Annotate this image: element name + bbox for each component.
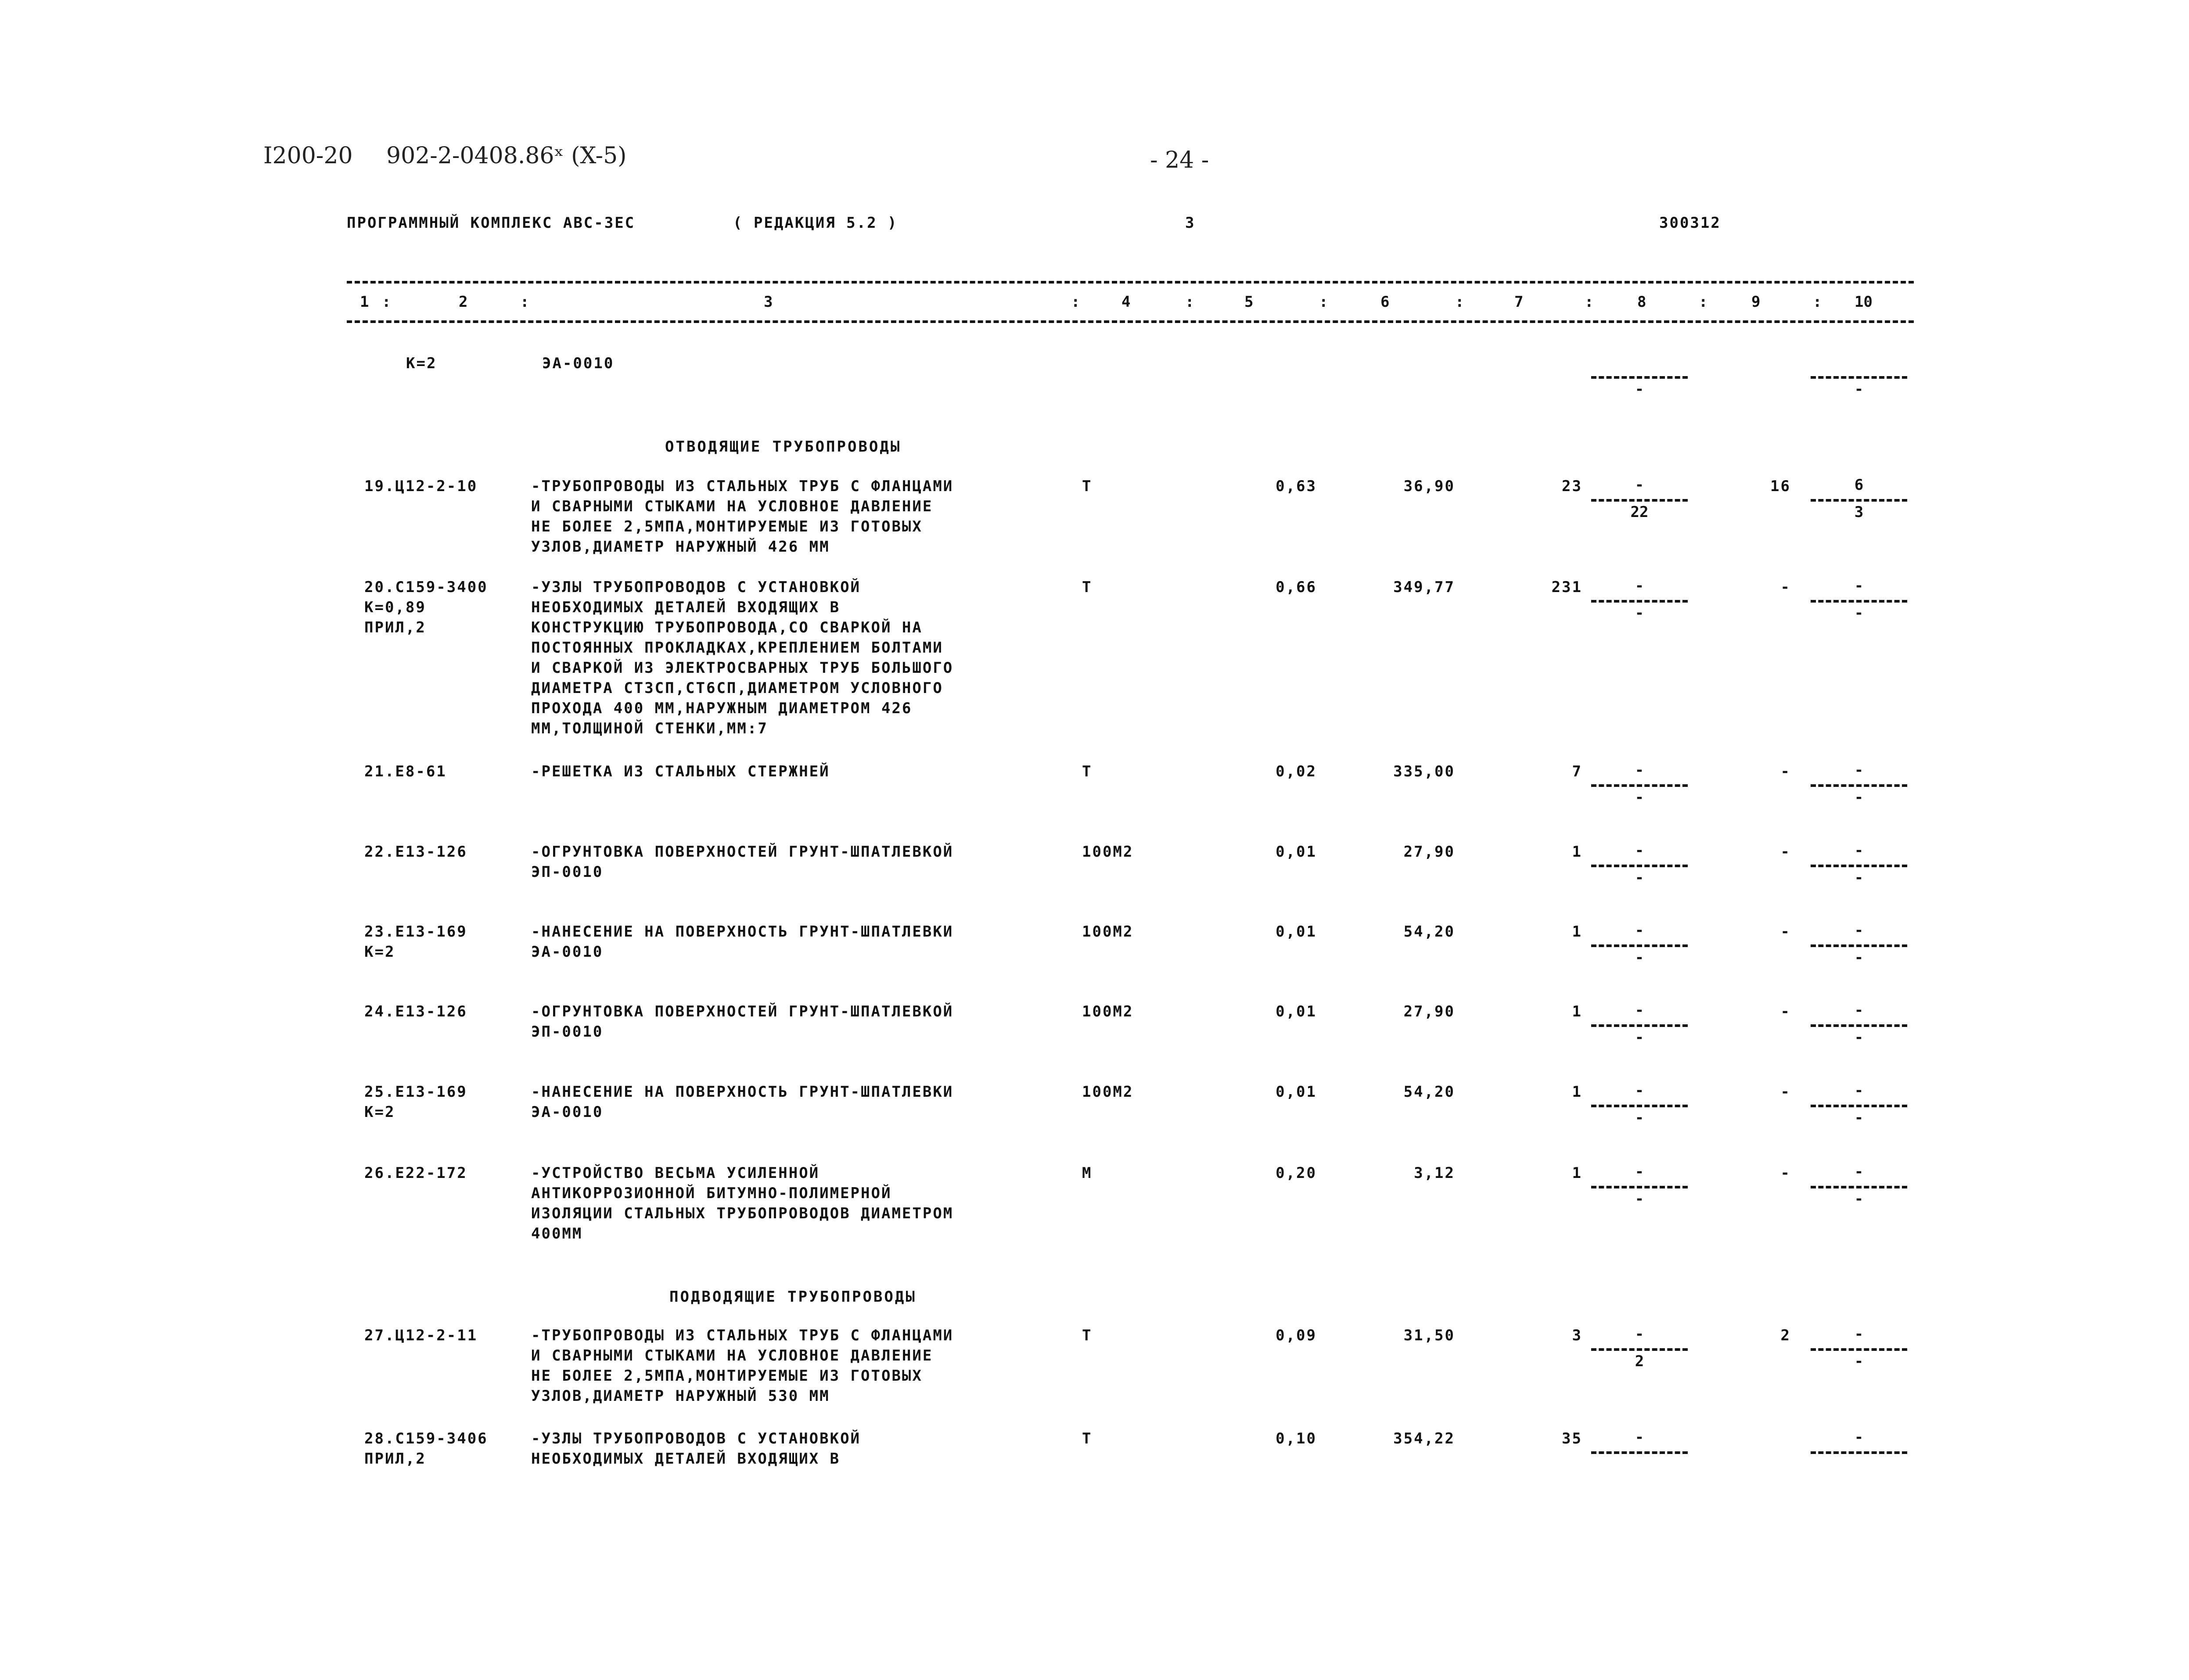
top-item-code: К=2 xyxy=(406,355,437,372)
row-description: -УЗЛЫ ТРУБОПРОВОДОВ С УСТАНОВКОЙ НЕОБХОДИМЫХ ДЕТАЛЕЙ ВХОДЯЩИХ В КОНСТРУКЦИЮ ТРУБОПРОВОДА,СО СВАРКОЙ НА ПОСТОЯННЫХ ПРОКЛАДКАХ,КРЕПЛЕНИЕМ БОЛТАМИ И СВАРКОЙ ИЗ ЭЛЕКТРОСВАРНЫХ ТРУБ БОЛЬШОГО ДИАМЕТРА СТ3СП,СТ6СП,ДИАМЕТРОМ УСЛОВНОГО ПРОХОДА 400 ММ,НАРУЖНЫМ ДИАМЕТРОМ 426 ММ,ТОЛЩИНОЙ СТЕНКИ,ММ:7 xyxy=(531,578,954,737)
row-col7: 23 xyxy=(1562,477,1582,495)
fraction-numerator: - xyxy=(1635,1082,1644,1099)
fraction-denominator: - xyxy=(1854,869,1864,887)
row-code: 21.Е8-61 xyxy=(364,763,447,780)
top-item-col8 xyxy=(1591,353,1688,402)
row-col8-fraction xyxy=(1591,1002,1688,1050)
row-unit-price: 27,90 xyxy=(1403,1003,1455,1020)
section-title-outlet: ОТВОДЯЩИЕ ТРУБОПРОВОДЫ xyxy=(665,438,902,456)
fraction-numerator: - xyxy=(1854,577,1864,595)
row-code: 22.Е13-126 xyxy=(364,843,467,861)
row-col8-fraction xyxy=(1591,1429,1688,1477)
column-separator: : xyxy=(1585,293,1594,311)
fraction-numerator: - xyxy=(1635,1325,1644,1343)
row-code: 24.Е13-126 xyxy=(364,1003,467,1020)
column-number: 10 xyxy=(1855,293,1873,311)
row-col10-fraction xyxy=(1811,476,1907,524)
fraction-line xyxy=(1811,1186,1907,1188)
fraction-numerator: - xyxy=(1635,1163,1644,1181)
row-col9: - xyxy=(1780,1164,1791,1182)
row-quantity: 0,10 xyxy=(1276,1430,1317,1447)
row-code: 25.Е13-169 К=2 xyxy=(364,1083,467,1121)
row-col8-fraction xyxy=(1591,577,1688,625)
fraction-line xyxy=(1811,784,1907,787)
row-code: 27.Ц12-2-11 xyxy=(364,1327,478,1344)
fraction-line xyxy=(1811,376,1907,379)
row-col7: 3 xyxy=(1572,1327,1582,1344)
row-description: -УСТРОЙСТВО ВЕСЬМА УСИЛЕННОЙ АНТИКОРРОЗИОННОЙ БИТУМНО-ПОЛИМЕРНОЙ ИЗОЛЯЦИИ СТАЛЬНЫХ ТРУБОПРОВОДОВ ДИАМЕТРОМ 400ММ xyxy=(531,1164,954,1242)
document-code: 902-2-0408.86ˣ (X-5) xyxy=(386,143,627,169)
row-unit: М xyxy=(1082,1164,1093,1182)
row-col8-fraction xyxy=(1591,761,1688,810)
row-code: 19.Ц12-2-10 xyxy=(364,477,478,495)
fraction-denominator: - xyxy=(1854,1190,1864,1208)
row-unit-price: 36,90 xyxy=(1403,477,1455,495)
row-col9: - xyxy=(1780,923,1791,941)
row-col8-fraction xyxy=(1591,1163,1688,1211)
row-col7: 1 xyxy=(1572,923,1582,941)
fraction-denominator: 22 xyxy=(1630,503,1649,521)
column-separator: : xyxy=(1319,293,1328,311)
row-col10-fraction xyxy=(1811,1325,1907,1374)
fraction-line xyxy=(1591,944,1688,947)
fraction-numerator: - xyxy=(1854,1429,1864,1446)
top-item-col10 xyxy=(1811,353,1907,402)
row-col8-fraction xyxy=(1591,922,1688,970)
fraction-denominator: - xyxy=(1854,1029,1864,1046)
column-separator: : xyxy=(1699,293,1708,311)
row-col10-fraction xyxy=(1811,1163,1907,1211)
column-number: 6 xyxy=(1380,293,1390,311)
fraction-line xyxy=(1591,1024,1688,1027)
row-col10-fraction xyxy=(1811,1082,1907,1130)
row-quantity: 0,01 xyxy=(1276,923,1317,941)
row-col10-fraction xyxy=(1811,922,1907,970)
fraction-denominator: - xyxy=(1635,604,1644,622)
row-unit: 100М2 xyxy=(1082,1083,1134,1101)
fraction-line xyxy=(1811,1105,1907,1107)
row-col7: 1 xyxy=(1572,1003,1582,1020)
row-quantity: 0,01 xyxy=(1276,1083,1317,1101)
fraction-line xyxy=(1591,1348,1688,1351)
fraction-denominator: - xyxy=(1635,789,1644,806)
fraction-denominator: - xyxy=(1635,381,1644,398)
fraction-numerator: - xyxy=(1635,577,1644,595)
row-col8-fraction xyxy=(1591,842,1688,890)
row-col7: 1 xyxy=(1572,843,1582,861)
column-number: 1 xyxy=(360,293,369,311)
row-col7: 1 xyxy=(1572,1164,1582,1182)
column-separator: : xyxy=(520,293,529,311)
column-number: 2 xyxy=(459,293,468,311)
row-col9: - xyxy=(1780,1083,1791,1101)
fraction-line xyxy=(1811,499,1907,502)
row-unit: Т xyxy=(1082,1327,1093,1344)
fraction-line xyxy=(1591,1186,1688,1188)
fraction-numerator: - xyxy=(1635,476,1644,494)
row-col7: 35 xyxy=(1562,1430,1582,1447)
fraction-denominator: - xyxy=(1854,789,1864,806)
fraction-numerator: - xyxy=(1854,1325,1864,1343)
column-separator: : xyxy=(1071,293,1080,311)
fraction-numerator: - xyxy=(1854,842,1864,859)
row-quantity: 0,01 xyxy=(1276,843,1317,861)
fraction-line xyxy=(1811,1024,1907,1027)
fraction-line xyxy=(1811,1451,1907,1454)
fraction-line xyxy=(1591,376,1688,379)
row-col8-fraction xyxy=(1591,476,1688,524)
fraction-denominator: - xyxy=(1635,1190,1644,1208)
row-col9: 2 xyxy=(1780,1327,1791,1344)
fraction-numerator: - xyxy=(1854,1002,1864,1019)
fraction-numerator: - xyxy=(1635,842,1644,859)
fraction-denominator: - xyxy=(1635,869,1644,887)
row-description: -ТРУБОПРОВОДЫ ИЗ СТАЛЬНЫХ ТРУБ С ФЛАНЦАМИ И СВАРНЫМИ СТЫКАМИ НА УСЛОВНОЕ ДАВЛЕНИЕ НЕ БОЛЕЕ 2,5МПА,МОНТИРУЕМЫЕ ИЗ ГОТОВЫХ УЗЛОВ,ДИАМЕТР НАРУЖНЫЙ 426 ММ xyxy=(531,477,954,556)
column-number: 9 xyxy=(1751,293,1761,311)
row-unit: 100М2 xyxy=(1082,843,1134,861)
column-number: 7 xyxy=(1514,293,1524,311)
row-col9: - xyxy=(1780,763,1791,780)
fraction-line xyxy=(1591,784,1688,787)
fraction-line xyxy=(1811,1348,1907,1351)
row-col10-fraction xyxy=(1811,761,1907,810)
fraction-line xyxy=(1591,1451,1688,1454)
fraction-numerator: - xyxy=(1635,1429,1644,1446)
row-col10-fraction xyxy=(1811,1429,1907,1477)
program-name: ПРОГРАММНЫЙ КОМПЛЕКС АВС-3ЕС xyxy=(347,214,636,232)
row-quantity: 0,09 xyxy=(1276,1327,1317,1344)
row-unit: Т xyxy=(1082,763,1093,780)
section-title-inlet: ПОДВОДЯЩИЕ ТРУБОПРОВОДЫ xyxy=(669,1288,917,1306)
row-description: -ОГРУНТОВКА ПОВЕРХНОСТЕЙ ГРУНТ-ШПАТЛЕВКОЙ ЭП-0010 xyxy=(531,1003,954,1041)
column-number: 4 xyxy=(1121,293,1131,311)
column-separator: : xyxy=(1185,293,1194,311)
fraction-line xyxy=(1591,1105,1688,1107)
row-description: -НАНЕСЕНИЕ НА ПОВЕРХНОСТЬ ГРУНТ-ШПАТЛЕВКИ ЭА-0010 xyxy=(531,923,954,961)
program-code: 300312 xyxy=(1659,214,1721,232)
row-code: 20.С159-3400 К=0,89 ПРИЛ,2 xyxy=(364,578,488,636)
fraction-denominator: - xyxy=(1854,604,1864,622)
row-unit-price: 3,12 xyxy=(1414,1164,1455,1182)
row-col9: - xyxy=(1780,578,1791,596)
top-item-text: ЭА-0010 xyxy=(542,355,615,372)
fraction-denominator: - xyxy=(1854,1109,1864,1127)
fraction-denominator: 3 xyxy=(1854,503,1864,521)
header-rule-top xyxy=(347,281,1914,284)
column-number: 5 xyxy=(1244,293,1254,311)
fraction-numerator: - xyxy=(1854,1163,1864,1181)
row-quantity: 0,20 xyxy=(1276,1164,1317,1182)
fraction-denominator: - xyxy=(1635,949,1644,966)
fraction-denominator: - xyxy=(1854,381,1864,398)
row-unit-price: 31,50 xyxy=(1403,1327,1455,1344)
fraction-denominator: - xyxy=(1854,1353,1864,1370)
row-unit-price: 54,20 xyxy=(1403,923,1455,941)
row-col7: 7 xyxy=(1572,763,1582,780)
row-col10-fraction xyxy=(1811,577,1907,625)
column-separator: : xyxy=(1813,293,1822,311)
fraction-numerator: 6 xyxy=(1854,476,1864,494)
row-unit: Т xyxy=(1082,477,1093,495)
program-edition: ( РЕДАКЦИЯ 5.2 ) xyxy=(733,214,898,232)
row-quantity: 0,01 xyxy=(1276,1003,1317,1020)
program-number: 3 xyxy=(1185,214,1196,232)
column-number: 3 xyxy=(764,293,773,311)
fraction-denominator: 2 xyxy=(1635,1353,1644,1370)
row-unit: 100М2 xyxy=(1082,923,1134,941)
fraction-denominator: - xyxy=(1635,1029,1644,1046)
fraction-numerator: - xyxy=(1854,1082,1864,1099)
fraction-line xyxy=(1811,865,1907,867)
row-unit-price: 349,77 xyxy=(1393,578,1455,596)
row-description: -ОГРУНТОВКА ПОВЕРХНОСТЕЙ ГРУНТ-ШПАТЛЕВКОЙ ЭП-0010 xyxy=(531,843,954,881)
column-numbers-row xyxy=(0,293,2189,315)
sheet-code: I200-20 xyxy=(263,143,353,169)
row-description: -НАНЕСЕНИЕ НА ПОВЕРХНОСТЬ ГРУНТ-ШПАТЛЕВКИ ЭА-0010 xyxy=(531,1083,954,1121)
row-col8-fraction xyxy=(1591,1082,1688,1130)
fraction-denominator: - xyxy=(1854,949,1864,966)
row-unit: 100М2 xyxy=(1082,1003,1134,1020)
row-description: -ТРУБОПРОВОДЫ ИЗ СТАЛЬНЫХ ТРУБ С ФЛАНЦАМИ И СВАРНЫМИ СТЫКАМИ НА УСЛОВНОЕ ДАВЛЕНИЕ НЕ БОЛЕЕ 2,5МПА,МОНТИРУЕМЫЕ ИЗ ГОТОВЫХ УЗЛОВ,ДИАМЕТР НАРУЖНЫЙ 530 ММ xyxy=(531,1327,954,1405)
row-unit-price: 354,22 xyxy=(1393,1430,1455,1447)
row-col7: 1 xyxy=(1572,1083,1582,1101)
fraction-numerator: - xyxy=(1635,1002,1644,1019)
column-number: 8 xyxy=(1637,293,1646,311)
row-col9: 16 xyxy=(1770,477,1791,495)
row-col8-fraction xyxy=(1591,1325,1688,1374)
row-unit-price: 54,20 xyxy=(1403,1083,1455,1101)
row-col7: 231 xyxy=(1551,578,1582,596)
header-rule-bottom xyxy=(347,320,1914,323)
row-unit: Т xyxy=(1082,1430,1093,1447)
fraction-numerator: - xyxy=(1854,922,1864,939)
page-number: - 24 - xyxy=(1150,147,1209,173)
row-quantity: 0,66 xyxy=(1276,578,1317,596)
row-code: 23.Е13-169 К=2 xyxy=(364,923,467,961)
fraction-numerator: - xyxy=(1635,922,1644,939)
row-code: 26.Е22-172 xyxy=(364,1164,467,1182)
row-unit: Т xyxy=(1082,578,1093,596)
fraction-line xyxy=(1811,600,1907,603)
fraction-line xyxy=(1811,944,1907,947)
fraction-line xyxy=(1591,600,1688,603)
fraction-denominator: - xyxy=(1635,1109,1644,1127)
row-description: -УЗЛЫ ТРУБОПРОВОДОВ С УСТАНОВКОЙ НЕОБХОДИМЫХ ДЕТАЛЕЙ ВХОДЯЩИХ В xyxy=(531,1430,861,1468)
row-quantity: 0,02 xyxy=(1276,763,1317,780)
fraction-numerator: - xyxy=(1635,761,1644,779)
column-separator: : xyxy=(1455,293,1464,311)
row-unit-price: 335,00 xyxy=(1393,763,1455,780)
row-description: -РЕШЕТКА ИЗ СТАЛЬНЫХ СТЕРЖНЕЙ xyxy=(531,763,830,780)
row-col10-fraction xyxy=(1811,842,1907,890)
fraction-line xyxy=(1591,499,1688,502)
row-quantity: 0,63 xyxy=(1276,477,1317,495)
column-separator: : xyxy=(382,293,391,311)
fraction-numerator: - xyxy=(1854,761,1864,779)
row-col9: - xyxy=(1780,843,1791,861)
row-col9: - xyxy=(1780,1003,1791,1020)
row-unit-price: 27,90 xyxy=(1403,843,1455,861)
fraction-line xyxy=(1591,865,1688,867)
row-code: 28.С159-3406 ПРИЛ,2 xyxy=(364,1430,488,1468)
row-col10-fraction xyxy=(1811,1002,1907,1050)
